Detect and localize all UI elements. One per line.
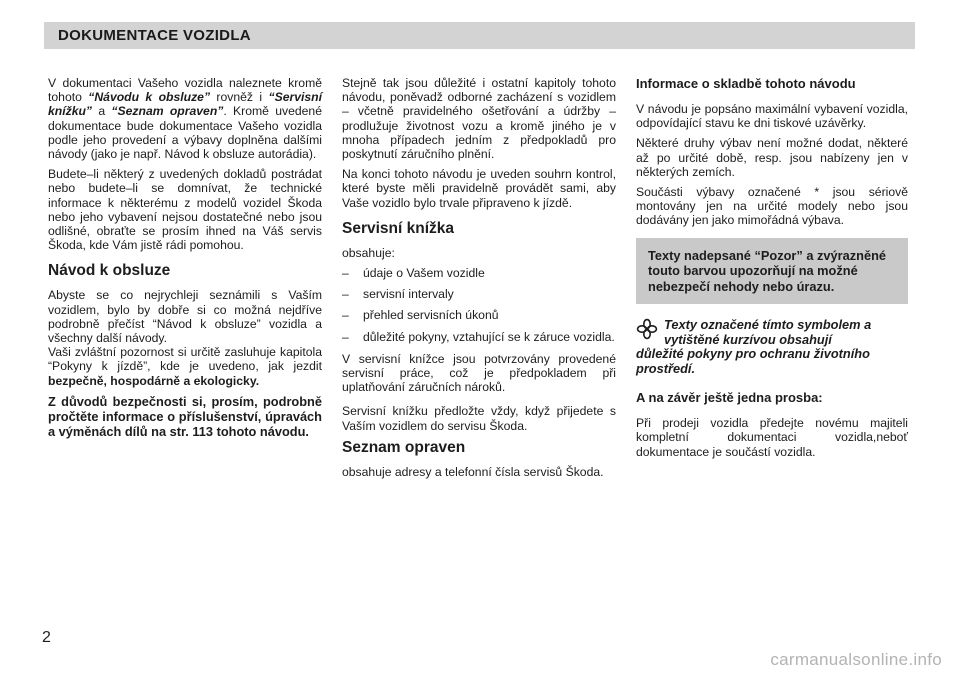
environment-note <box>636 318 908 376</box>
list-dash: – <box>342 308 349 323</box>
header-bar <box>44 22 915 49</box>
intro-text-3: a <box>92 104 112 119</box>
driving-tips-paragraph <box>48 345 322 388</box>
service-visit-paragraph: Servisní knížku předložte vždy, když přijedete s Vaším vozidlem do servisu Škoda. <box>342 404 616 433</box>
column-left <box>48 76 322 445</box>
intro-text-1: V dokumentaci Vašeho vozidla naleznete kromě tohoto <box>48 76 322 105</box>
checks-paragraph: Na konci tohoto návodu je uveden souhrn kontrol, které byste měli pravidelně provádět sami, aby Vaše vozidlo bylo trvale připraveno k jízdě. <box>342 167 616 210</box>
list-dash: – <box>342 329 349 344</box>
driving-tips-text: Vaši zvláštní pozornost si určitě zasluhuje kapitola “Pokyny k jízdě”, kde je uvedeno, jak jezdit <box>48 345 322 374</box>
column-right <box>636 76 908 465</box>
chapters-paragraph: Stejně tak jsou důležité i ostatní kapitoly tohoto návodu, poněvadž odborné zacházení s vozidlem – včetně pravidelného ošetřování a údržby – prodlužuje životnost vozu a kromě jiného je v mnoha případech jedním z předpokladů pro poskytnutí záručního plnění. <box>342 76 616 162</box>
list-item <box>342 266 616 280</box>
intro-text-4: . Kromě uvedené dokumentace bude dokumentace Vašeho vozidla podle jeho provedení a výbavy doplněna dalšími návody (jako je např. Návod k obsluze autorádia). <box>48 104 322 162</box>
section-heading-service-book: Servisní knížka <box>342 219 455 237</box>
repair-list-paragraph: obsahuje adresy a telefonní čísla servisů Škoda. <box>342 464 604 479</box>
repair-list-ref: “Seznam opraven” <box>111 104 224 119</box>
section-heading-manual: Návod k obsluze <box>48 262 171 280</box>
list-item-text: důležité pokyny, vztahující se k záruce vozidla. <box>363 329 615 344</box>
intro-paragraph <box>48 76 322 161</box>
watermark: carmanualsonline.info <box>770 650 942 669</box>
list-item-text: údaje o Vašem vozidle <box>363 266 485 281</box>
service-book-ref: “Servisní knížku” <box>48 90 322 119</box>
manual-title-ref: “Návodu k obsluze” <box>88 90 211 105</box>
list-dash: – <box>342 266 349 281</box>
optional-equipment-paragraph: Součásti výbavy označené * jsou sériově montovány jen na určité modely nebo jsou dodávány jen jako mimořádná výbava. <box>636 185 908 228</box>
section-heading-repair-list: Seznam opraven <box>342 438 466 456</box>
list-item <box>342 330 616 344</box>
driving-tips-emphasis: bezpečně, hospodárně a ekologicky. <box>48 373 260 388</box>
list-item <box>342 308 616 322</box>
environment-note-line1: Texty označené tímto symbolem a vytištěné kurzívou obsahují <box>664 317 872 347</box>
environment-note-line2: důležité pokyny pro ochranu životního prostředí. <box>636 346 870 376</box>
handover-paragraph: Při prodeji vozidla předejte novému majiteli kompletní dokumentaci vozidla,neboť dokumentace je součástí vozidla. <box>636 416 908 459</box>
section-heading-request: A na závěr ještě jedna prosba: <box>636 390 823 406</box>
manual-paragraph: Abyste se co nejrychleji seznámili s Vaším vozidlem, bylo by dobře si co možná nejdříve podrobně přečíst “Návod k obsluze” vozidla a všechny další návody. <box>48 288 322 346</box>
page-number: 2 <box>42 629 51 646</box>
missing-docs-paragraph: Budete–li některý z uvedených dokladů postrádat nebo budete–li se domnívat, že technické informace k některému z modelů vozidel Škoda nebo jeho vybavení nejsou dostatečné nebo jsou odlišné, obraťte se prosím ihned na Váš servis Škoda, kde Vám jistě rádi pomohou. <box>48 167 322 253</box>
service-records-paragraph: V servisní knížce jsou potvrzovány provedené servisní práce, což je předpokladem při uplatňování záručních nároků. <box>342 351 616 395</box>
intro-text-2: rovněž i <box>210 90 269 105</box>
page-title: DOKUMENTACE VOZIDLA <box>58 27 251 44</box>
environment-flower-icon <box>636 318 658 340</box>
list-item-text: přehled servisních úkonů <box>363 308 499 323</box>
list-dash: – <box>342 287 349 302</box>
list-item <box>342 287 616 301</box>
service-book-intro: obsahuje: <box>342 245 395 260</box>
warning-sample-box: Texty nadepsané “Pozor” a zvýrazněné touto barvou upozorňují na možné nebezpečí nehody nebo úrazu. <box>636 238 908 305</box>
service-book-list <box>342 266 616 344</box>
column-middle <box>342 76 616 485</box>
section-heading-structure: Informace o skladbě tohoto návodu <box>636 76 856 91</box>
list-item-text: servisní intervaly <box>363 287 454 302</box>
availability-paragraph: Některé druhy výbav není možné dodat, některé až po určité době, resp. jsou nabízeny jen v některých zemích. <box>636 136 908 179</box>
safety-note: Z důvodů bezpečnosti si, prosím, podrobně pročtěte informace o příslušenství, úpravách a výměnách dílů na str. 113 tohoto návodu. <box>48 393 322 439</box>
max-equipment-paragraph: V návodu je popsáno maximální vybavení vozidla, odpovídající stavu ke dni tiskové uzávěrky. <box>636 102 908 131</box>
